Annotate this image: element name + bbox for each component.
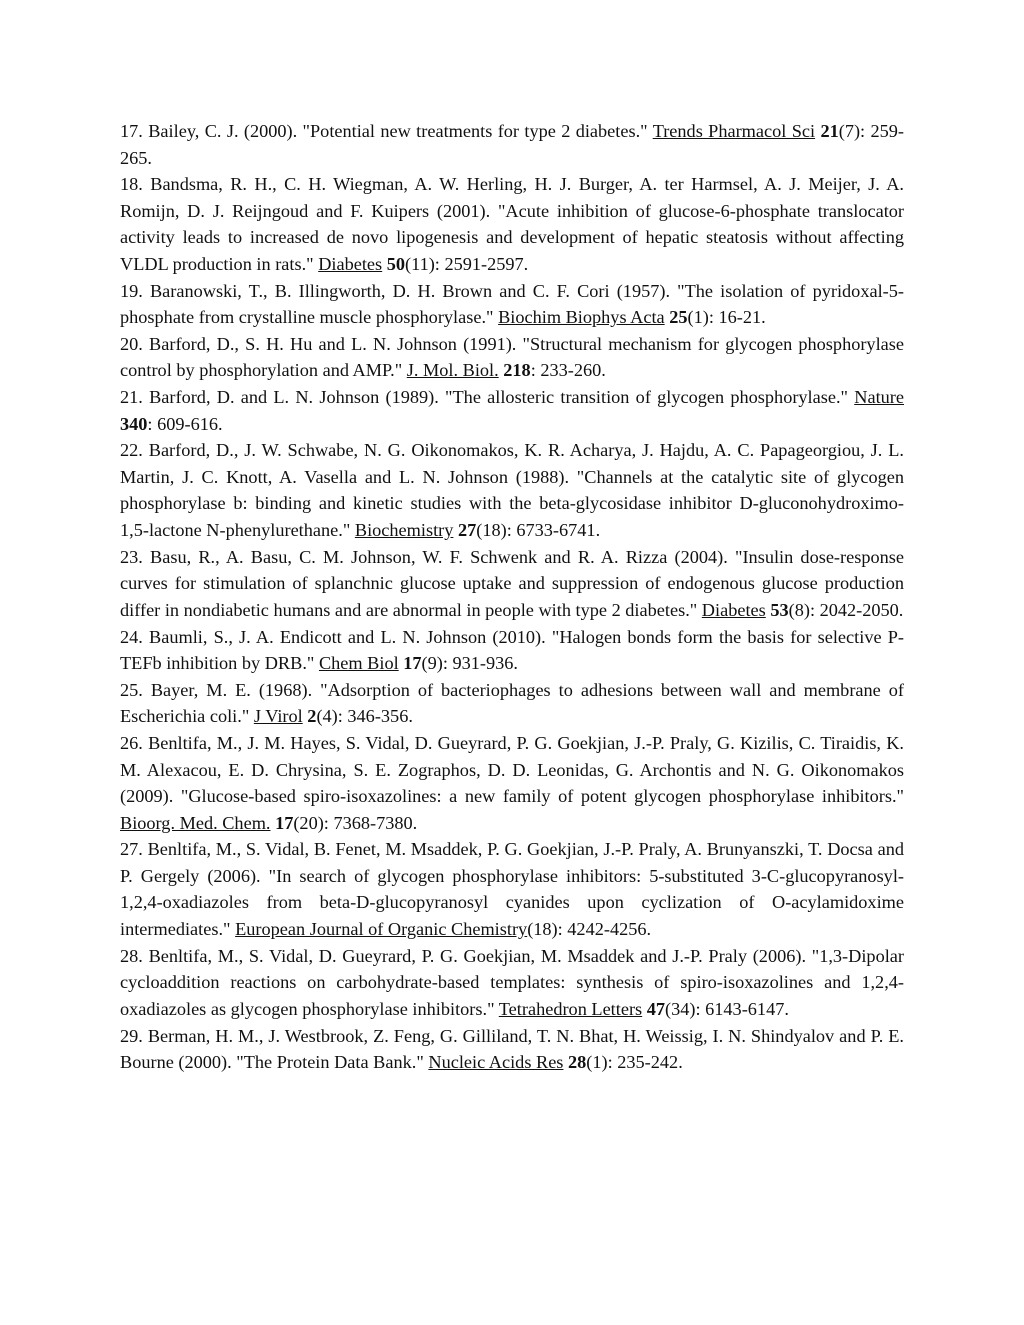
reference-item [120,384,904,437]
volume-number: 218 [503,360,531,381]
volume-number: 50 [386,253,406,274]
reference-item [120,677,904,730]
volume-number: 2 [307,706,317,727]
reference-number: 22. [120,440,143,461]
reference-text: Barford, D. and L. N. Johnson (1989). "The allosteric transition of glycogen phosphorylase." [149,387,855,408]
reference-item [120,278,904,331]
reference-number: 23. [120,546,143,567]
volume-number: 25 [669,307,688,328]
journal-name: Diabetes [701,599,766,620]
reference-text: Bandsma, R. H., C. H. Wiegman, A. W. Herling, H. J. Burger, A. ter Harmsel, A. J. Meijer, J. A. Romijn, D. J. Reijngoud and F. Kuipers (2001). "Acute inhibition of glucose-6-phosphate translocator activity leads to increased de novo lipogenesis and development of hepatic steatosis without affecting VLDL production in rats." [120,174,905,274]
volume-number: 17 [275,812,294,833]
journal-name: Diabetes [318,253,383,274]
reference-item [120,836,904,942]
reference-number: 28. [120,945,143,966]
reference-text: Barford, D., J. W. Schwabe, N. G. Oikonomakos, K. R. Acharya, J. Hajdu, A. C. Papageorgiou, J. L. Martin, J. C. Knott, A. Vasella and L. N. Johnson (1988). "Channels at the catalytic site of glycogen phosphorylase b: binding and kinetic studies with the beta-glycosidase inhibitor D-gluconohydroximo- 1,5-lactone N-phenylurethane." [120,440,904,540]
journal-name: Bioorg. Med. Chem. [120,812,271,833]
journal-name: Biochim Biophys Acta [498,307,665,328]
journal-name: J Virol [253,706,303,727]
reference-item [120,1023,904,1076]
issue-pages: : 609-616. [147,413,223,434]
volume-number: 47 [646,998,666,1019]
journal-name: Biochemistry [354,519,454,540]
reference-item [120,331,904,384]
issue-pages: (9): 931-936. [421,653,518,674]
reference-item [120,730,904,836]
volume-number: 17 [403,653,422,674]
reference-number: 24. [120,626,143,647]
reference-item [120,437,904,543]
journal-name: Nucleic Acids Res [428,1052,564,1073]
reference-text: Benltifa, M., S. Vidal, B. Fenet, M. Msaddek, P. G. Goekjian, J.-P. Praly, A. Brunyanszki, T. Docsa and P. Gergely (2006). "In search of glycogen phosphorylase inhibitors: 5-substituted 3-C-glucopyranosyl-1,2,4-oxadiazoles from beta-D-glucopyranosyl cyanides upon cyclization of O-acylamidoxime intermediates." [120,839,904,939]
reference-item [120,943,904,1023]
journal-name: J. Mol. Biol. [406,360,499,381]
reference-text: Berman, H. M., J. Westbrook, Z. Feng, G. Gilliland, T. N. Bhat, H. Weissig, I. N. Shindyalov and P. E. Bourne (2000). "The Protein Data Bank." [120,1025,904,1073]
reference-text: Benltifa, M., S. Vidal, D. Gueyrard, P. G. Goekjian, M. Msaddek and J.-P. Praly (2006). "1,3-Dipolar cycloaddition reactions on carbohydrate-based templates: synthesis of spiro-isoxazolines and 1,2,4-oxadiazoles as glycogen phosphorylase inhibitors." [120,945,904,1019]
issue-pages: (8): 2042-2050. [788,599,904,620]
reference-text: Barford, D., S. H. Hu and L. N. Johnson (1991). "Structural mechanism for glycogen phosphorylase control by phosphorylation and AMP." [120,333,904,381]
reference-item [120,544,904,624]
reference-text: Bayer, M. E. (1968). "Adsorption of bacteriophages to adhesions between wall and membrane of Escherichia coli." [120,679,904,727]
volume-number: 340 [120,413,148,434]
issue-pages: : 233-260. [530,360,606,381]
reference-number: 19. [120,280,143,301]
reference-number: 18. [120,174,143,195]
issue-pages: (20): 7368-7380. [293,812,418,833]
reference-text: Benltifa, M., J. M. Hayes, S. Vidal, D. Gueyrard, P. G. Goekjian, J.-P. Praly, G. Kizilis, C. Tiraidis, K. M. Alexacou, E. D. Chrysina, S. E. Zographos, D. D. Leonidas, G. Archontis and N. G. Oikonomakos (2009). "Glucose-based spiro-isoxazolines: a new family of potent glycogen phosphorylase inhibitors." [120,733,904,807]
reference-number: 27. [120,839,143,860]
reference-text: Baranowski, T., B. Illingworth, D. H. Brown and C. F. Cori (1957). "The isolation of pyridoxal-5-phosphate from crystalline muscle phosphorylase." [120,280,904,328]
reference-number: 21. [120,387,143,408]
issue-pages: (34): 6143-6147. [665,998,789,1019]
journal-name: Nature [854,387,904,408]
issue-pages: (1): 16-21. [687,307,766,328]
issue-pages: (11): 2591-2597. [405,253,529,274]
reference-item [120,171,904,277]
issue-pages: (4): 346-356. [316,706,413,727]
reference-item [120,118,904,171]
reference-number: 20. [120,333,143,354]
journal-name: Tetrahedron Letters [498,998,643,1019]
volume-number: 21 [820,121,839,141]
reference-text: Baumli, S., J. A. Endicott and L. N. Johnson (2010). "Halogen bonds form the basis for selective P-TEFb inhibition by DRB." [120,626,904,674]
journal-name: Chem Biol [318,653,399,674]
reference-number: 17. [120,121,143,141]
reference-number: 26. [120,733,143,754]
reference-list [120,118,904,1076]
volume-number: 27 [457,519,477,540]
volume-number: 28 [568,1052,587,1073]
issue-pages: (1): 235-242. [586,1052,683,1073]
reference-item [120,624,904,677]
reference-number: 25. [120,679,143,700]
journal-name: Trends Pharmacol Sci [652,121,816,141]
issue-pages: (18): 4242-4256. [527,918,652,939]
issue-pages: (18): 6733-6741. [476,519,601,540]
issue-pages: (7): 259-265. [120,121,905,168]
reference-text: Bailey, C. J. (2000). "Potential new treatments for type 2 diabetes." [148,121,653,141]
volume-number: 53 [770,599,789,620]
reference-number: 29. [120,1025,143,1046]
journal-name: European Journal of Organic Chemistry [235,918,528,939]
reference-text: Basu, R., A. Basu, C. M. Johnson, W. F. Schwenk and R. A. Rizza (2004). "Insulin dose-response curves for stimulation of splanchnic glucose uptake and suppression of endogenous glucose production differ in nondiabetic humans and are abnormal in people with type 2 diabetes." [120,546,904,620]
